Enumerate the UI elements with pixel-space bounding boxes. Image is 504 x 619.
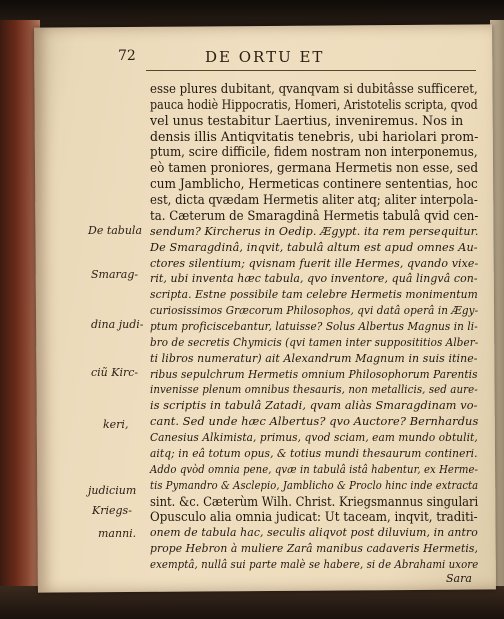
text-line: Opusculo alia omnia judicat: Ut taceam, inqvit, traditi-: [150, 509, 478, 525]
text-line: vel unus testabitur Laertius, inveniremus. Nos in: [150, 112, 464, 128]
text-line: esse plures dubitant, qvanqvam si dubitâsse sufficeret,: [150, 81, 478, 96]
text-line: scripta. Estne possibile tam celebre Hermetis monimentum: [150, 287, 478, 302]
text-line: cant. Sed unde hæc Albertus? qvo Auctore? Bernhardus: [150, 414, 479, 429]
text-line: Canesius Alkimista, primus, qvod sciam, eam mundo obtulit,: [150, 430, 478, 445]
text-line: curiosissimos Græcorum Philosophos, qvi datâ operâ in Ægy-: [150, 303, 479, 318]
text-line: pauca hodiè Hippocratis, Homeri, Aristotelis scripta, qvod: [150, 96, 478, 112]
text-line: De Smaragdinâ, inqvit, tabulâ altum est apud omnes Au-: [150, 239, 478, 254]
text-line: ti libros numeratur) ait Alexandrum Magnum in suis itine-: [150, 350, 478, 365]
margin-note: judicium: [88, 484, 137, 497]
text-line: est, dicta qvædam Hermetis aliter atq; aliter interpola-: [150, 192, 478, 208]
text-line: rit, ubi inventa hæc tabula, qvo inventore, quâ lingvâ con-: [150, 271, 478, 286]
page-header: [0, 48, 504, 68]
text-line: sint. &c. Cæterùm Wilh. Christ. Kriegsmannus singulari: [150, 493, 479, 509]
text-line: ctores silentium; qvisnam fuerit ille Hermes, qvando vixe-: [150, 255, 479, 270]
text-line: Addo qvòd omnia pene, qvæ in tabulâ istâ habentur, ex Herme-: [150, 461, 479, 476]
text-line: ptum, scire difficile, fidem nostram non interponemus,: [150, 144, 478, 160]
text-line: eò tamen proniores, germana Hermetis non esse, sed: [150, 160, 479, 176]
margin-note: De tabula: [88, 224, 143, 237]
text-line: aitq; in eâ totum opus, & totius mundi thesaurum contineri.: [150, 445, 478, 460]
text-line: prope Hebron à muliere Zarâ manibus cadaveris Hermetis,: [150, 541, 479, 556]
margin-note: dina judi-: [91, 318, 144, 331]
text-line: densis illis Antiqvitatis tenebris, ubi hariolari prom-: [150, 128, 479, 144]
page-number: 72: [118, 48, 136, 64]
running-head: DE ORTU ET: [205, 48, 325, 66]
text-line: ptum proficiscebantur, latuisse? Solus Albertus Magnus in li-: [150, 319, 478, 333]
text-line: onem de tabula hac, seculis aliqvot post diluvium, in antro: [150, 525, 478, 540]
text-line: ta. Cæterum de Smaragdinâ Hermetis tabulâ qvid cen-: [150, 207, 479, 223]
margin-note: Smarag-: [91, 268, 139, 281]
text-line: is scriptis in tabulâ Zatadi, qvam aliàs Smaragdinam vo-: [150, 398, 478, 413]
margin-note: keri,: [103, 418, 129, 431]
header-rule: [146, 70, 476, 71]
margin-note: manni.: [98, 527, 137, 540]
text-line: exemptâ, nullâ sui parte malè se habere, si de Abrahami uxore: [150, 557, 479, 571]
text-line: sendum? Kircherus in Oedip. Ægypt. ita rem persequitur.: [150, 223, 479, 238]
text-line: bro de secretis Chymicis (qvi tamen inter supposititios Alber-: [150, 334, 479, 349]
margin-note: Kriegs-: [92, 504, 132, 517]
text-line: invenisse plenum omnibus thesauris, non metallicis, sed aure-: [150, 382, 478, 397]
text-line: tis Pymandro & Asclepio, Jamblicho & Proclo hinc inde extracta: [150, 477, 479, 492]
text-line: cum Jamblicho, Hermeticas continere sententias, hoc: [150, 176, 478, 192]
margin-note: ciũ Kirc-: [91, 366, 139, 379]
catchword: Sara: [446, 572, 472, 585]
text-line: ribus sepulchrum Hermetis omnium Philosophorum Parentis: [150, 366, 478, 381]
